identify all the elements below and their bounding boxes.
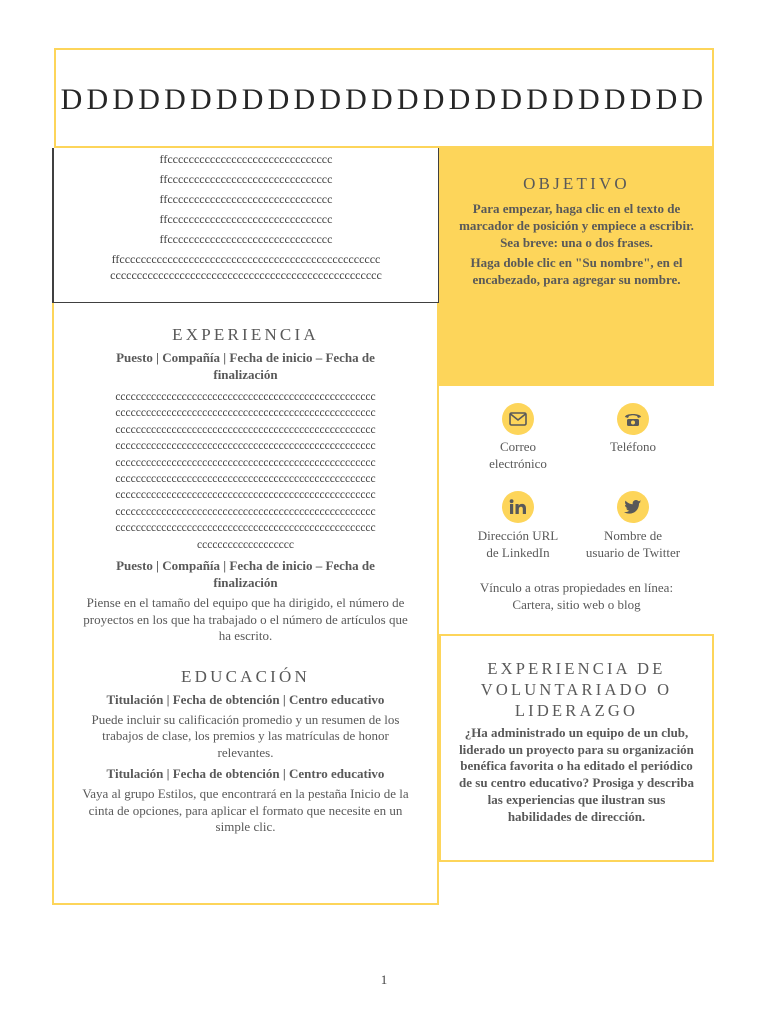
filler-line: ffccccccccccccccccccccccccccccccc [159, 172, 333, 186]
header-box [54, 48, 714, 148]
filler-line: ffccccccccccccccccccccccccccccccc [159, 232, 333, 246]
filler-block [52, 148, 439, 303]
email-icon [502, 403, 534, 435]
resume-name[interactable]: DDDDDDDDDDDDDDDDDDDDDDDDD [60, 83, 708, 116]
job-description[interactable] [54, 389, 437, 553]
description-line: ccccccccccccccccccccccccccccccccccccccccccccccccccc [115, 456, 376, 469]
objective-text[interactable]: Para empezar, haga clic en el texto de marcador de posición y empiece a escribir. Sea breve: una o dos frases. [459, 201, 694, 250]
phone-icon [617, 403, 649, 435]
main-column [52, 303, 439, 905]
description-line: ccccccccccccccccccccccccccccccccccccccccccccccccccc [115, 391, 376, 403]
degree-description[interactable]: Puede incluir su calificación promedio y un resumen de los trabajos de clase, los premios y las matrículas de honor relevantes. [91, 711, 400, 760]
objective-box [439, 148, 714, 386]
filler-lines [54, 149, 438, 283]
twitter-icon [617, 491, 649, 523]
objective-title: OBJETIVO [523, 174, 630, 193]
linkedin-icon [502, 491, 534, 523]
filler-line: ffccccccccccccccccccccccccccccccc [159, 152, 333, 166]
description-line: ccccccccccccccccccccccccccccccccccccccccccccccccccc [115, 440, 376, 453]
description-line: ccccccccccccccccccccccccccccccccccccccccccccccccccc [115, 473, 376, 486]
description-line: ccccccccccccccccccc [197, 538, 294, 551]
education-title: EDUCACIÓN [181, 666, 310, 686]
filler-line-long: ccccccccccccccccccccccccccccccccccccccccccccccccccc [110, 268, 382, 282]
filler-line: ffccccccccccccccccccccccccccccccc [159, 212, 333, 226]
linkedin-label[interactable]: Dirección URL de LinkedIn [477, 528, 559, 560]
volunteer-box [439, 634, 714, 862]
page-number: 1 [380, 972, 388, 987]
description-line: ccccccccccccccccccccccccccccccccccccccccccccccccccc [115, 505, 376, 518]
description-line: ccccccccccccccccccccccccccccccccccccccccccccccccccc [115, 423, 376, 436]
volunteer-title: EXPERIENCIA DE VOLUNTARIADO O LIDERAZGO [480, 659, 673, 720]
online-links-note[interactable]: Vínculo a otras propiedades en línea: Cartera, sitio web o blog [479, 580, 674, 612]
description-line: ccccccccccccccccccccccccccccccccccccccccccccccccccc [115, 522, 376, 535]
filler-line-long: ffccccccccccccccccccccccccccccccccccccccccccccccccc [111, 252, 381, 266]
degree-heading[interactable]: Titulación | Fecha de obtención | Centro educativo [106, 691, 385, 707]
job-description[interactable]: Piense en el tamaño del equipo que ha dirigido, el número de proyectos en los que ha trabajado o el número de artículos que ha escrito. [83, 595, 408, 644]
degree-heading[interactable]: Titulación | Fecha de obtención | Centro educativo [106, 766, 385, 782]
description-line: ccccccccccccccccccccccccccccccccccccccccccccccccccc [115, 407, 376, 420]
email-label[interactable]: Correo electrónico [489, 439, 547, 471]
volunteer-text[interactable]: ¿Ha administrado un equipo de un club, liderado un proyecto para su organización benéfica favorita o ha editado el periódico de su centro educativo? Prosiga y describa las experiencias que ilustran sus habilidades de dirección. [459, 725, 694, 824]
phone-label[interactable]: Teléfono [609, 439, 656, 454]
twitter-label[interactable]: Nombre de usuario de Twitter [585, 528, 681, 560]
objective-text[interactable]: Haga doble clic en "Su nombre", en el encabezado, para agregar su nombre. [470, 255, 683, 287]
filler-line: ffccccccccccccccccccccccccccccccc [159, 192, 333, 206]
experience-title: EXPERIENCIA [172, 325, 319, 344]
job-heading[interactable]: Puesto | Compañía | Fecha de inicio – Fecha de finalización [116, 558, 375, 591]
degree-description[interactable]: Vaya al grupo Estilos, que encontrará en la pestaña Inicio de la cinta de opciones, para aplicar el formato que necesite en un simple clic. [82, 786, 409, 835]
job-heading[interactable]: Puesto | Compañía | Fecha de inicio – Fecha de finalización [116, 350, 375, 382]
description-line: ccccccccccccccccccccccccccccccccccccccccccccccccccc [115, 489, 376, 502]
